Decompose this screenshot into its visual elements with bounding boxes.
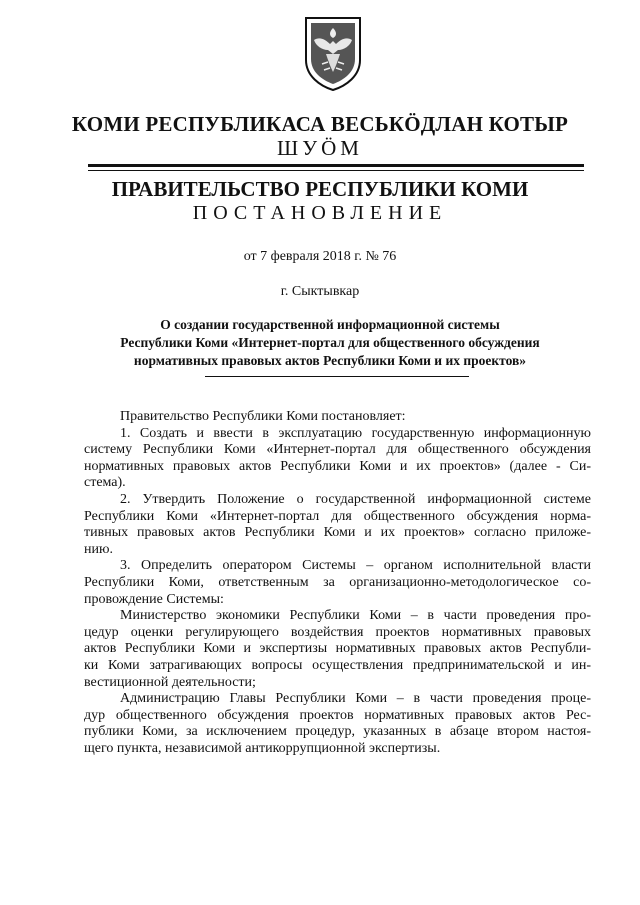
body-line: щего пункта, независимой антикоррупционной экспертизы. <box>84 740 441 756</box>
komi-document-type: ШУӦМ <box>277 136 363 160</box>
document-city: г. Сыктывкар <box>280 284 360 299</box>
body-line: ки Коми затрагивающих вопросы осуществления предпринимательской и ин- <box>84 657 591 673</box>
government-title: ПРАВИТЕЛЬСТВО РЕСПУБЛИКИ КОМИ <box>111 177 529 201</box>
body-line: Республики Коми, ответственным за организационно-методологическое со- <box>84 574 591 590</box>
body-line: 3. Определить оператором Системы – органом исполнительной власти <box>120 558 591 574</box>
body-line: стема). <box>84 475 126 491</box>
subject-line: О создании государственной информационной системы <box>160 317 500 332</box>
body-line: провождение Системы: <box>84 591 224 607</box>
body-line: систему Республики Коми «Интернет-портал для общественного обсуждения <box>84 442 591 458</box>
subject-line: Республики Коми «Интернет-портал для общественного обсуждения <box>120 335 540 350</box>
document-body <box>84 409 591 757</box>
body-line: Министерство экономики Республики Коми – в части проведения про- <box>120 608 591 624</box>
body-line: 1. Создать и ввести в эксплуатацию государственную информационную <box>120 425 591 441</box>
header-divider <box>88 164 584 171</box>
subject-line: нормативных правовых актов Республики Коми и их проектов» <box>133 353 527 368</box>
body-line: вестиционной деятельности; <box>84 674 256 690</box>
body-line: цедур оценки регулирующего воздействия проектов нормативных правовых <box>84 624 591 640</box>
document-date-number: от 7 февраля 2018 г. № 76 <box>243 249 397 264</box>
subject-divider <box>205 376 469 377</box>
document-subject <box>80 316 580 370</box>
body-line: нормативных правовых актов Республики Коми и их проектов» (далее - Си- <box>84 458 591 474</box>
komi-government-title: КОМИ РЕСПУБЛИКАСА ВЕСЬКӦДЛАН КОТЫР <box>71 112 569 136</box>
body-line: Республики Коми «Интернет-портал для общественного обсуждения норма- <box>84 508 591 524</box>
body-line: Администрацию Главы Республики Коми – в части проведения проце- <box>120 691 591 707</box>
body-line: нию. <box>84 541 113 557</box>
body-line: актов Республики Коми и экспертизы нормативных правовых актов Республи- <box>84 641 591 657</box>
coat-of-arms-icon <box>302 14 364 92</box>
body-line: дур общественного обсуждения проектов нормативных правовых актов Рес- <box>84 707 591 723</box>
body-line: публики Коми, за исключением процедур, указанных в абзаце втором настоя- <box>84 724 591 740</box>
body-line: тивных правовых актов Республики Коми и их проектов» согласно приложе- <box>84 525 591 541</box>
body-line: 2. Утвердить Положение о государственной информационной системе <box>120 491 591 507</box>
body-line: Правительство Республики Коми постановляет: <box>120 409 406 424</box>
document-type: ПОСТАНОВЛЕНИЕ <box>192 202 448 224</box>
